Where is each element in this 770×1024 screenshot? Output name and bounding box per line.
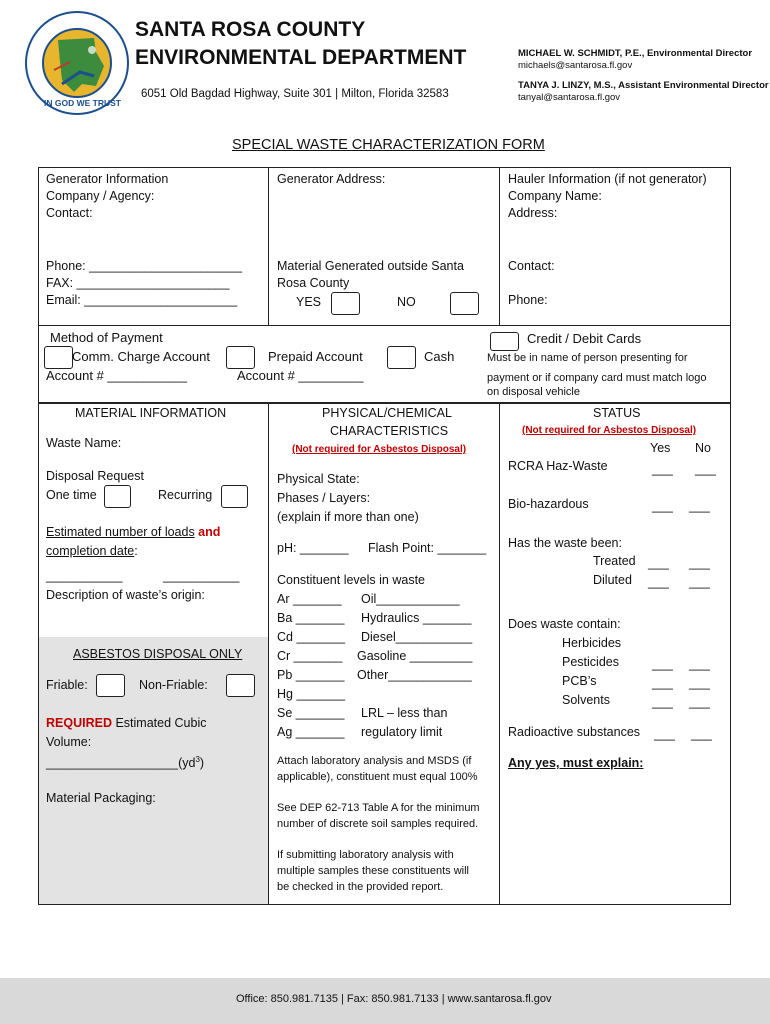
phone-field[interactable]: Phone: ______________________ [46, 259, 243, 273]
bio-label: Bio-hazardous [508, 497, 589, 511]
prepaid-account-number-field[interactable]: Account # _________ [237, 368, 364, 383]
constituent-cr-field[interactable]: Cr _______ [277, 649, 343, 663]
department-name: ENVIRONMENTAL DEPARTMENT [135, 46, 467, 69]
treated-no-field[interactable]: ___ [689, 556, 710, 570]
director-email[interactable]: michaels@santarosa.fl.gov [518, 60, 633, 71]
credit-note-line2: payment or if company card must match logo [487, 372, 707, 384]
rcra-no-field[interactable]: ___ [695, 462, 716, 476]
phases-explain-note: (explain if more than one) [277, 510, 419, 524]
constituent-ar-field[interactable]: Ar _______ [277, 592, 342, 606]
physical-title-line1: PHYSICAL/CHEMICAL [322, 406, 452, 420]
yes-column-header: Yes [650, 441, 671, 455]
friable-checkbox[interactable] [96, 674, 125, 697]
constituent-se-field[interactable]: Se _______ [277, 706, 345, 720]
yes-label: YES [296, 295, 322, 309]
generator-address-field[interactable]: Generator Address: [277, 172, 386, 186]
email-field[interactable]: Email: ______________________ [46, 293, 238, 307]
constituent-other-field[interactable]: Other____________ [357, 668, 472, 682]
treated-label: Treated [593, 554, 636, 568]
rcra-label: RCRA Haz-Waste [508, 459, 608, 473]
county-name: SANTA ROSA COUNTY [135, 18, 366, 41]
constituent-oil-field[interactable]: Oil____________ [361, 592, 460, 606]
constituent-hydraulics-field[interactable]: Hydraulics _______ [361, 611, 472, 625]
pcbs-no-field[interactable]: ___ [689, 676, 710, 690]
bio-yes-field[interactable]: ___ [652, 499, 673, 513]
submit-note-line1: If submitting laboratory analysis with [277, 849, 454, 861]
hauler-contact-field[interactable]: Contact: [508, 259, 555, 273]
estimated-cubic-label: REQUIRED Estimated Cubic [46, 716, 207, 730]
cash-checkbox[interactable] [387, 346, 416, 369]
herbicides-label: Herbicides [562, 636, 622, 650]
assistant-director-email[interactable]: tanyal@santarosa.fl.gov [518, 92, 621, 103]
material-info-title: MATERIAL INFORMATION [75, 406, 227, 420]
phases-layers-field[interactable]: Phases / Layers: [277, 491, 371, 505]
seal-bottom-text: IN GOD WE TRUST [44, 98, 121, 108]
outside-county-no-checkbox[interactable] [450, 292, 479, 315]
rcra-yes-field[interactable]: ___ [652, 462, 673, 476]
payment-label: Method of Payment [50, 330, 163, 345]
waste-origin-field[interactable]: Description of waste’s origin: [46, 588, 205, 602]
footer-contact-info: Office: 850.981.7135 | Fax: 850.981.7133 | www.santarosa.fl.gov [236, 993, 552, 1005]
estimated-loads-label: Estimated number of loads and [46, 525, 221, 539]
friable-label: Friable: [46, 678, 88, 692]
constituent-cd-field[interactable]: Cd _______ [277, 630, 346, 644]
hauler-company-field[interactable]: Company Name: [508, 189, 602, 203]
herbicides-pesticides-no-field[interactable]: ___ [689, 657, 710, 671]
contact-field[interactable]: Contact: [46, 206, 93, 220]
credit-card-checkbox[interactable] [490, 332, 519, 351]
completion-date-label: completion date: [46, 544, 138, 558]
lrl-note-line1: LRL – less than [361, 706, 448, 720]
physical-state-field[interactable]: Physical State: [277, 472, 360, 486]
recurring-checkbox[interactable] [221, 485, 248, 508]
physical-not-required-note: (Not required for Asbestos Disposal) [292, 444, 467, 455]
one-time-label: One time [46, 488, 97, 502]
department-address: 6051 Old Bagdad Highway, Suite 301 | Milton, Florida 32583 [141, 88, 449, 100]
constituent-diesel-field[interactable]: Diesel___________ [361, 630, 473, 644]
bio-no-field[interactable]: ___ [689, 499, 710, 513]
assistant-director-name: TANYA J. LINZY, M.S., Assistant Environmental Director [518, 80, 769, 91]
one-time-checkbox[interactable] [104, 485, 131, 508]
contain-label: Does waste contain: [508, 617, 621, 631]
fax-field[interactable]: FAX: ______________________ [46, 276, 230, 290]
submit-note-line3: be checked in the provided report. [277, 881, 444, 893]
county-seal [24, 10, 130, 116]
radioactive-no-field[interactable]: ___ [691, 727, 712, 741]
diluted-label: Diluted [593, 573, 632, 587]
constituent-ba-field[interactable]: Ba _______ [277, 611, 345, 625]
attach-note-line1: Attach laboratory analysis and MSDS (if [277, 755, 472, 767]
diluted-no-field[interactable]: ___ [689, 575, 710, 589]
solvents-label: Solvents [562, 693, 610, 707]
pcbs-yes-field[interactable]: ___ [652, 676, 673, 690]
asbestos-disposal-panel [39, 637, 268, 904]
constituent-ag-field[interactable]: Ag _______ [277, 725, 345, 739]
any-yes-explain-field[interactable]: Any yes, must explain: [508, 756, 644, 770]
prepaid-label: Prepaid Account [268, 349, 363, 364]
hauler-info-label: Hauler Information (if not generator) [508, 172, 707, 186]
flash-point-field[interactable]: Flash Point: _______ [368, 541, 487, 555]
radioactive-yes-field[interactable]: ___ [654, 727, 675, 741]
radioactive-label: Radioactive substances [508, 725, 641, 739]
herbicides-pesticides-yes-field[interactable]: ___ [652, 657, 673, 671]
no-label: NO [397, 295, 416, 309]
physical-title-line2: CHARACTERISTICS [330, 424, 449, 438]
cubic-volume-field[interactable]: $\_\_\_\_\_\_\_\_\_\_\_\_\_\_\_\_\_\_\_(yd^3)$ [46, 755, 205, 771]
material-packaging-field[interactable]: Material Packaging: [46, 791, 156, 805]
constituent-levels-label: Constituent levels in waste [277, 573, 425, 587]
submit-note-line2: multiple samples these constituents will [277, 865, 469, 877]
outside-county-yes-checkbox[interactable] [331, 292, 360, 315]
hauler-address-field[interactable]: Address: [508, 206, 558, 220]
treated-yes-field[interactable]: ___ [648, 556, 669, 570]
prepaid-checkbox[interactable] [226, 346, 255, 369]
credit-card-label: Credit / Debit Cards [527, 331, 642, 346]
cash-label: Cash [424, 349, 455, 364]
disposal-request-label: Disposal Request [46, 469, 144, 483]
director-name: MICHAEL W. SCHMIDT, P.E., Environmental Director [518, 48, 753, 59]
completion-date-field[interactable]: ___________ [163, 569, 240, 583]
waste-name-field[interactable]: Waste Name: [46, 436, 122, 450]
page-footer [0, 978, 770, 1024]
pcbs-label: PCB’s [562, 674, 597, 688]
non-friable-label: Non-Friable: [139, 678, 208, 692]
outside-county-question-line1: Material Generated outside Santa [277, 259, 464, 273]
constituent-gasoline-field[interactable]: Gasoline _________ [357, 649, 473, 663]
constituent-hg-field[interactable]: Hg _______ [277, 687, 346, 701]
status-not-required-note: (Not required for Asbestos Disposal) [522, 425, 697, 436]
dep-note-line1: See DEP 62-713 Table A for the minimum [277, 802, 480, 814]
pesticides-label: Pesticides [562, 655, 619, 669]
comm-account-number-field[interactable]: Account # ___________ [46, 368, 187, 383]
constituent-pb-field[interactable]: Pb _______ [277, 668, 345, 682]
loads-number-field[interactable]: ___________ [46, 569, 123, 583]
credit-note-line1: Must be in name of person presenting for [487, 352, 688, 364]
hauler-phone-field[interactable]: Phone: [508, 293, 548, 307]
generator-info-label: Generator Information [46, 172, 169, 186]
has-been-label: Has the waste been: [508, 536, 622, 550]
form-title: SPECIAL WASTE CHARACTERIZATION FORM [232, 137, 545, 153]
solvents-yes-field[interactable]: ___ [652, 695, 673, 709]
volume-label: Volume: [46, 735, 92, 749]
diluted-yes-field[interactable]: ___ [648, 575, 669, 589]
status-title: STATUS [593, 406, 641, 420]
outside-county-question-line2: Rosa County [277, 276, 350, 290]
recurring-label: Recurring [158, 488, 213, 502]
ph-field[interactable]: pH: _______ [277, 541, 349, 555]
comm-charge-label: Comm. Charge Account [72, 349, 211, 364]
credit-note-line3: on disposal vehicle [487, 386, 580, 398]
non-friable-checkbox[interactable] [226, 674, 255, 697]
asbestos-title: ASBESTOS DISPOSAL ONLY [73, 647, 243, 661]
no-column-header: No [695, 441, 711, 455]
attach-note-line2: applicable), constituent must equal 100% [277, 771, 478, 783]
lrl-note-line2: regulatory limit [361, 725, 443, 739]
solvents-no-field[interactable]: ___ [689, 695, 710, 709]
company-agency-field[interactable]: Company / Agency: [46, 189, 155, 203]
comm-charge-checkbox[interactable] [44, 346, 73, 369]
dep-note-line2: number of discrete soil samples required. [277, 818, 479, 830]
